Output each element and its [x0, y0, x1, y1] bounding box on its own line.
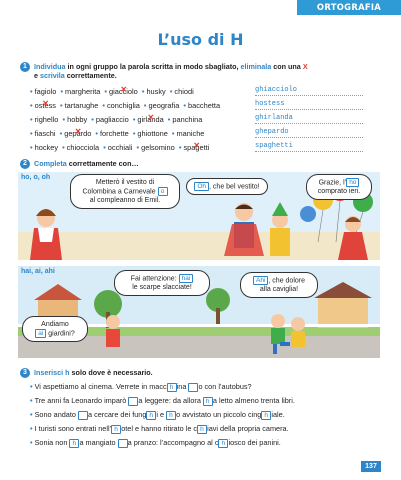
h-blank[interactable]: h: [197, 425, 207, 434]
h-blank[interactable]: [78, 411, 88, 420]
h-blank[interactable]: [118, 439, 128, 448]
answer-field-1[interactable]: ghiacciolo: [255, 86, 363, 96]
answer-field-4[interactable]: ghepardo: [255, 128, 363, 138]
h-blank[interactable]: h: [218, 439, 228, 448]
page-number: 137: [361, 461, 381, 472]
answer-blank-o[interactable]: o: [158, 187, 168, 196]
speech-bubble-girl: Grazie, l’ ho comprato ieri.: [306, 174, 372, 200]
h-blank[interactable]: [188, 383, 198, 392]
speech-bubble-superhero: Oh , che bel vestito!: [186, 178, 268, 195]
word-group-1: • fagiolo • margherita • giacciolo ✕ • husky • chiodi: [28, 87, 194, 97]
section-tag: ORTOGRAFIA: [297, 0, 401, 15]
speech-bubble-gardens: Andiamo ai giardini?: [22, 316, 88, 342]
exercise-3-number: 3: [20, 368, 30, 378]
speech-bubble-colombina: Metterò il vestito di Colombina a Carnevale o al compleanno di Emil.: [70, 174, 180, 209]
page-title: L’uso di H: [157, 30, 244, 49]
h-blank[interactable]: [128, 397, 138, 406]
word-group-2: • ostess ✕ • tartarughe • conchiglia • geografia • bacchetta: [28, 101, 220, 111]
answer-field-2[interactable]: hostess: [255, 100, 363, 110]
answer-field-5[interactable]: spaghetti: [255, 142, 363, 152]
comic-panel-1: [18, 172, 380, 260]
h-blank[interactable]: h: [111, 425, 121, 434]
sentence-2: • Tre anni fa Leonardo imparò a leggere: da allora h a letto almeno trenta libri.: [30, 396, 295, 405]
answer-blank-oh[interactable]: Oh: [194, 182, 209, 191]
panel-2-options: hai, ai, ahi: [21, 268, 55, 275]
answer-blank-ai[interactable]: ai: [35, 329, 46, 338]
h-blank[interactable]: h: [167, 383, 177, 392]
answer-field-3[interactable]: ghirlanda: [255, 114, 363, 124]
word-group-3: • righello • hobby • pagliaccio • girlanda ✕ • panchina: [28, 115, 202, 125]
sentence-5: • Sonia non h a mangiato a pranzo: l’accompagno al c h iosco dei panini.: [30, 438, 281, 447]
answer-blank-ho[interactable]: ho: [346, 178, 359, 187]
sentence-1: • Vi aspettiamo al cinema. Verrete in macc h ina o con l’autobus?: [30, 382, 252, 391]
answer-blank-hai[interactable]: hai: [179, 274, 194, 283]
h-blank[interactable]: h: [146, 411, 156, 420]
sentence-3: • Sono andato a cercare dei fung h i e h o avvistato un piccolo cing h iale.: [30, 410, 285, 419]
panel-1-options: ho, o, oh: [21, 174, 51, 181]
exercise-2-number: 2: [20, 159, 30, 169]
comic-panel-2: [18, 266, 380, 358]
exercise-2-instructions: Completa correttamente con…: [34, 159, 139, 168]
h-blank[interactable]: h: [69, 439, 79, 448]
word-group-4: • fiaschi • gepardo ✕ • forchette • ghiottone • maniche: [28, 129, 204, 139]
exercise-1-instructions: Individua in ogni gruppo la parola scritta in modo sbagliato, eliminala con una X e scrivila correttamente.: [34, 62, 308, 80]
speech-bubble-warning: Fai attenzione: hai le scarpe slacciate!: [114, 270, 210, 296]
exercise-1-number: 1: [20, 62, 30, 72]
h-blank[interactable]: h: [261, 411, 271, 420]
word-group-5: • hockey • chiocciola • occhiali • gelsomino • spagetti ✕: [28, 143, 209, 153]
h-blank[interactable]: h: [203, 397, 213, 406]
answer-blank-ahi[interactable]: Ahi: [253, 276, 268, 285]
h-blank[interactable]: h: [166, 411, 176, 420]
speech-bubble-ouch: Ahi , che dolore alla caviglia!: [240, 272, 318, 298]
exercise-3-instructions: Inserisci h solo dove è necessario.: [34, 368, 153, 377]
sentence-4: • I turisti sono entrati nell’ h otel e hanno ritirato le c h iavi della propria camera.: [30, 424, 289, 433]
